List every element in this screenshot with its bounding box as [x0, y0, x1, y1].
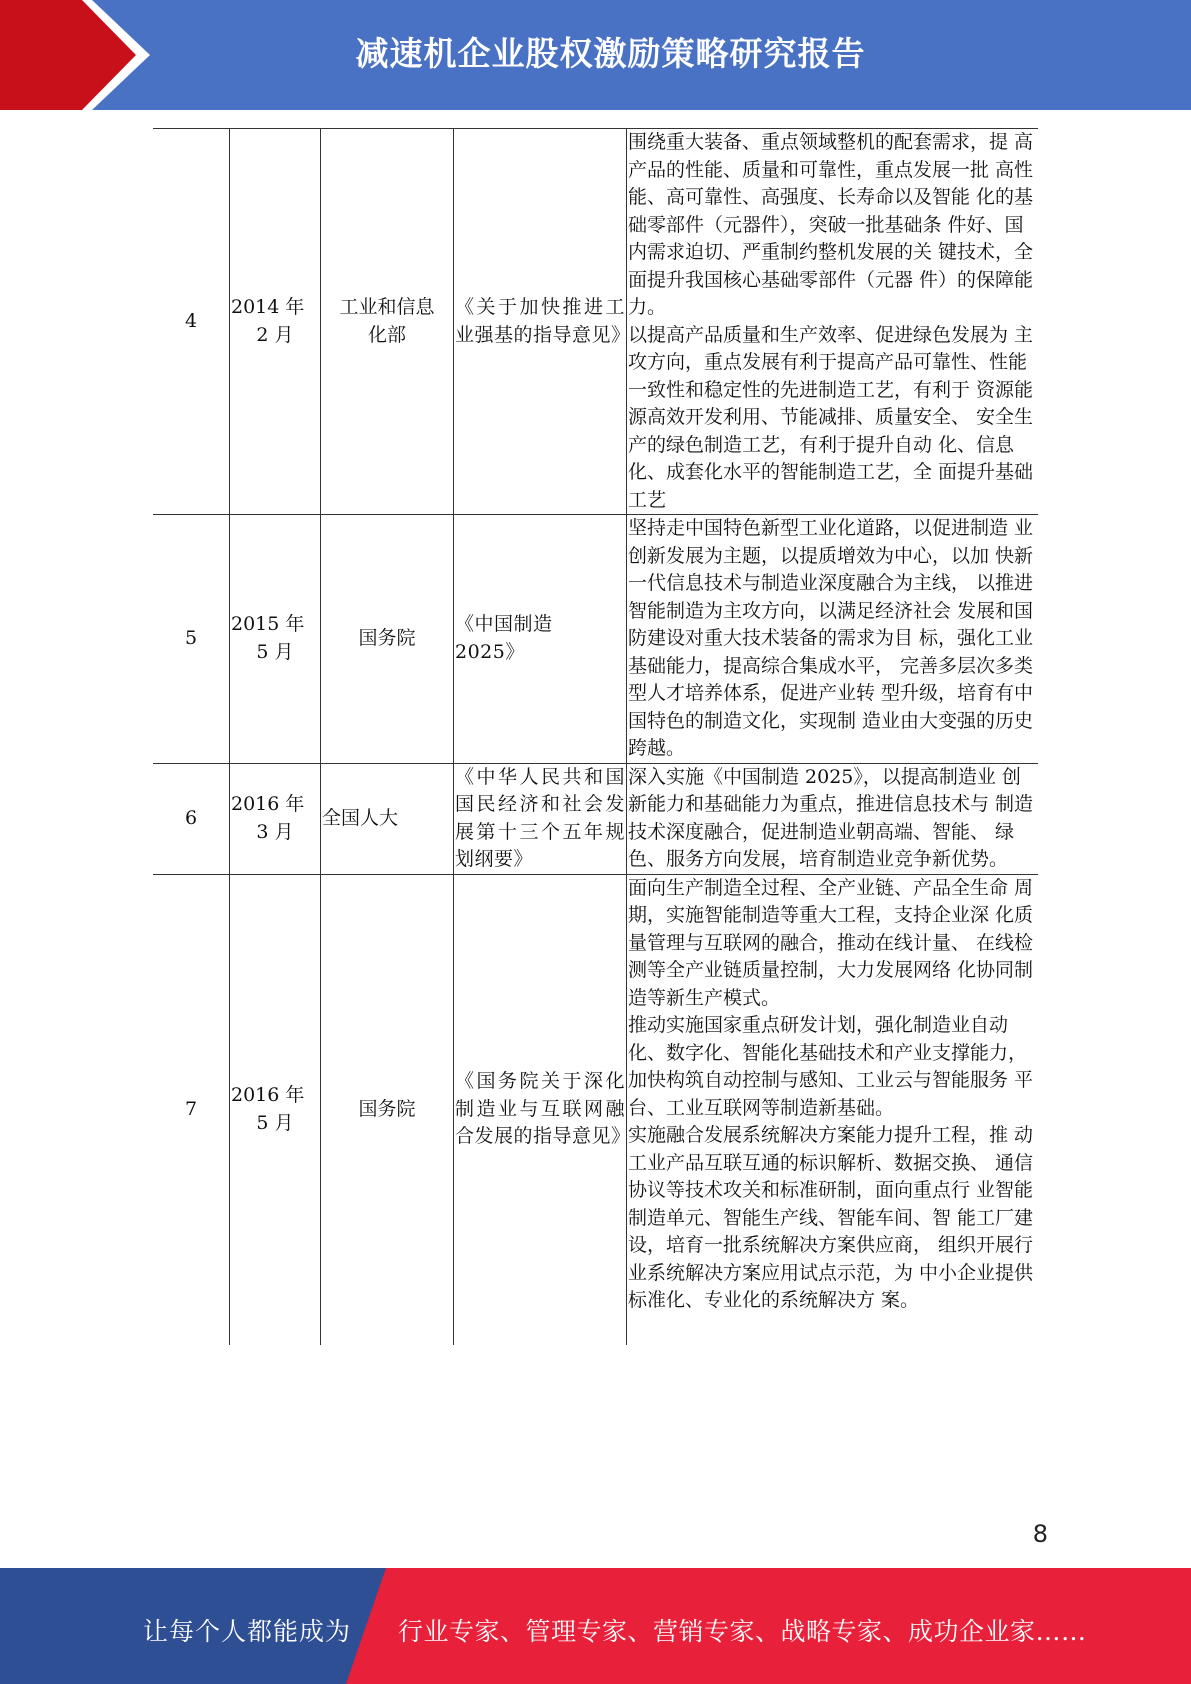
row-document: 《国务院关于深化制造业与互联网融合发展的指导意见》: [454, 874, 627, 1345]
row-date: [230, 874, 321, 1345]
table-row: [153, 515, 1038, 764]
date-year: 2016 年: [231, 793, 305, 815]
policy-table-container: [153, 128, 1038, 1345]
content-paragraph: 面向生产制造全过程、全产业链、产品全生命 周期，实施智能制造等重大工程，支持企业深 化质量管理与互联网的融合，推动在线计量、 在线检测等全产业链质量控制，大力发展网络 化协同制造等新生产模式。: [628, 876, 1034, 1009]
page-footer: [0, 1568, 1191, 1684]
row-date: [230, 129, 321, 515]
date-month: 5 月: [256, 640, 294, 663]
table-row: [153, 874, 1038, 1345]
row-department: 工业和信息化部: [321, 129, 454, 515]
content-paragraph: 坚持走中国特色新型工业化道路，以促进制造 业创新发展为主题，以提质增效为中心，以加 快新一代信息技术与制造业深度融合为主线， 以推进智能制造为主攻方向，以满足经济社会 发展和国防建设对重大技术装备的需求为目 标，强化工业基础能力，提高综合集成水平， 完善多层次多类型人才培养体系，促进产业转 型升级，培育有中国特色的制造文化，实现制 造业由大变强的历史跨越。: [628, 517, 1034, 759]
table-row: [153, 763, 1038, 874]
table-row: [153, 129, 1038, 515]
content-paragraph: 推动实施国家重点研发计划，强化制造业自动 化、数字化、智能化基础技术和产业支撑能力， 加快构筑自动控制与感知、工业云与智能服务 平台、工业互联网等制造新基础。: [628, 1014, 1034, 1119]
date-year: 2015 年: [231, 613, 305, 636]
report-title: 减速机企业股权激励策略研究报告: [355, 34, 866, 73]
row-department: 国务院: [321, 874, 454, 1345]
row-content: [627, 874, 1039, 1345]
row-date: [230, 515, 321, 764]
row-number: 5: [153, 515, 230, 764]
date-month: 3 月: [256, 820, 294, 843]
row-number: 7: [153, 874, 230, 1345]
policy-table: [153, 128, 1038, 1345]
date-year: 2016 年: [231, 1084, 305, 1106]
footer-slogan-left: 让每个人都能成为: [143, 1617, 352, 1646]
row-document: 《关于加快推进工业强基的指导意见》: [454, 129, 627, 515]
page-number: 8: [1032, 1520, 1048, 1548]
row-number: 6: [153, 763, 230, 874]
content-paragraph: 以提高产品质量和生产效率、促进绿色发展为 主攻方向，重点发展有利于提高产品可靠性、性能一致性和稳定性的先进制造工艺，有利于 资源能源高效开发利用、节能减排、质量安全、 安全生产的绿色制造工艺，有利于提升自动 化、信息化、成套化水平的智能制造工艺，全 面提升基础工艺: [628, 323, 1034, 511]
row-number: 4: [153, 129, 230, 515]
row-date: [230, 763, 321, 874]
row-document: 《中国制造 2025》: [454, 515, 627, 764]
content-paragraph: 深入实施《中国制造 2025》，以提高制造业 创新能力和基础能力为重点，推进信息技术与 制造技术深度融合，促进制造业朝高端、智能、 绿色、服务方向发展，培育制造业竞争新优势。: [628, 765, 1034, 870]
page-header: [0, 0, 1191, 110]
date-month: 2 月: [256, 323, 294, 346]
date-month: 5 月: [256, 1111, 294, 1134]
row-department: 国务院: [321, 515, 454, 764]
row-content: [627, 515, 1039, 764]
row-content: [627, 129, 1039, 515]
row-department: 全国人大: [321, 763, 454, 874]
content-paragraph: 围绕重大装备、重点领域整机的配套需求，提 高产品的性能、质量和可靠性，重点发展一批 高性能、高可靠性、高强度、长寿命以及智能 化的基础零部件（元器件），突破一批基础条 件好、国内需求迫切、严重制约整机发展的关 键技术，全面提升我国核心基础零部件（元器 件）的保障能力。: [628, 131, 1034, 318]
footer-slogan-right: 行业专家、管理专家、营销专家、战略专家、成功企业家……: [398, 1617, 1087, 1646]
content-paragraph: 实施融合发展系统解决方案能力提升工程，推 动工业产品互联互通的标识解析、数据交换、 通信协议等技术攻关和标准研制，面向重点行 业智能制造单元、智能生产线、智能车间、智 能工厂建设，培育一批系统解决方案供应商， 组织开展行业系统解决方案应用试点示范，为 中小企业提供标准化、专业化的系统解决方 案。: [628, 1124, 1034, 1311]
row-content: [627, 763, 1039, 874]
row-document: 《中华人民共和国国民经济和社会发展第十三个五年规划纲要》: [454, 763, 627, 874]
date-year: 2014 年: [231, 296, 305, 318]
